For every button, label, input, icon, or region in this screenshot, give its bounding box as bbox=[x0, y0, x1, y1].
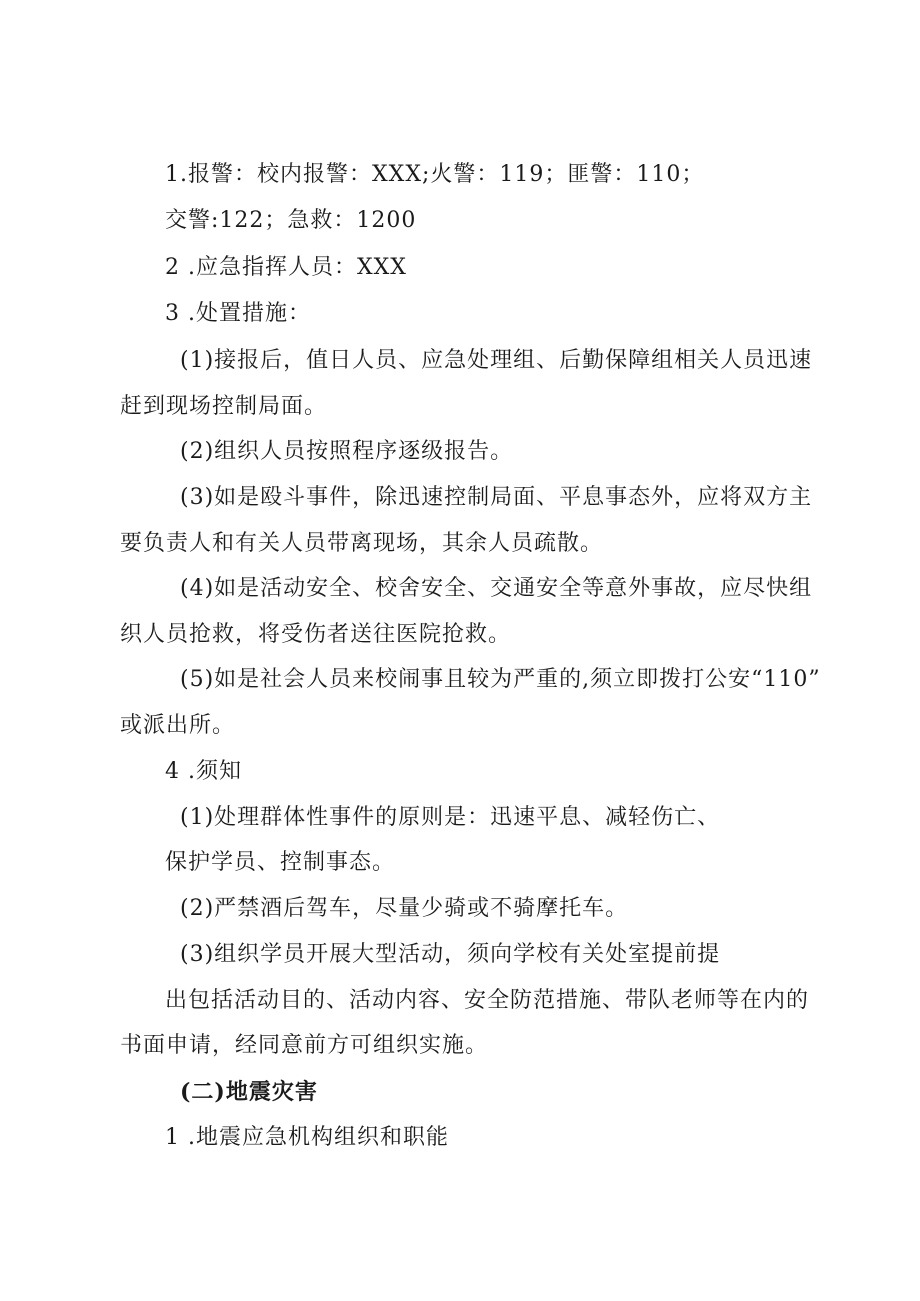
measure-3-line-2: 要负责人和有关人员带离现场，其余人员疏散。 bbox=[120, 531, 604, 556]
measure-2-line: (2)组织人员按照程序逐级报告。 bbox=[180, 439, 514, 464]
earthquake-subsection-1: 1 .地震应急机构组织和职能 bbox=[165, 1125, 449, 1150]
notice-1-line-2: 保护学员、控制事态。 bbox=[165, 850, 396, 875]
section-4-heading: 4 .须知 bbox=[165, 759, 242, 784]
measure-4-line-2: 织人员抢救，将受伤者送往医院抢救。 bbox=[120, 622, 512, 647]
section-2-heading: 2 .应急指挥人员：XXX bbox=[165, 255, 407, 280]
section-3-heading: 3 .处置措施： bbox=[165, 301, 311, 326]
notice-3-line-1: (3)组织学员开展大型活动，须向学校有关处室提前提 bbox=[180, 942, 721, 967]
alarm-numbers-line: 1.报警：校内报警：XXX;火警：119；匪警：110； bbox=[165, 162, 705, 187]
notice-3-line-2: 出包括活动目的、活动内容、安全防范措施、带队老师等在内的 bbox=[165, 988, 810, 1013]
measure-3-line-1: (3)如是殴斗事件，除迅速控制局面、平息事态外，应将双方主 bbox=[180, 485, 813, 510]
measure-5-line-2: 或派出所。 bbox=[120, 713, 236, 738]
measure-1-line-1: (1)接报后，值日人员、应急处理组、后勤保障组相关人员迅速 bbox=[180, 348, 813, 373]
alarm-numbers-line-cont: 交警:122；急救：1200 bbox=[165, 208, 417, 233]
measure-1-line-2: 赶到现场控制局面。 bbox=[120, 394, 328, 419]
notice-1-line-1: (1)处理群体性事件的原则是：迅速平息、减轻伤亡、 bbox=[180, 805, 721, 830]
notice-2-line: (2)严禁酒后驾车，尽量少骑或不骑摩托车。 bbox=[180, 896, 629, 921]
earthquake-section-heading: (二)地震灾害 bbox=[180, 1079, 318, 1105]
measure-4-line-1: (4)如是活动安全、校舍安全、交通安全等意外事故，应尽快组 bbox=[180, 576, 813, 601]
measure-5-line-1: (5)如是社会人员来校闹事且较为严重的,须立即拨打公安“110” bbox=[180, 667, 821, 692]
notice-3-line-3: 书面申请，经同意前方可组织实施。 bbox=[120, 1033, 489, 1058]
